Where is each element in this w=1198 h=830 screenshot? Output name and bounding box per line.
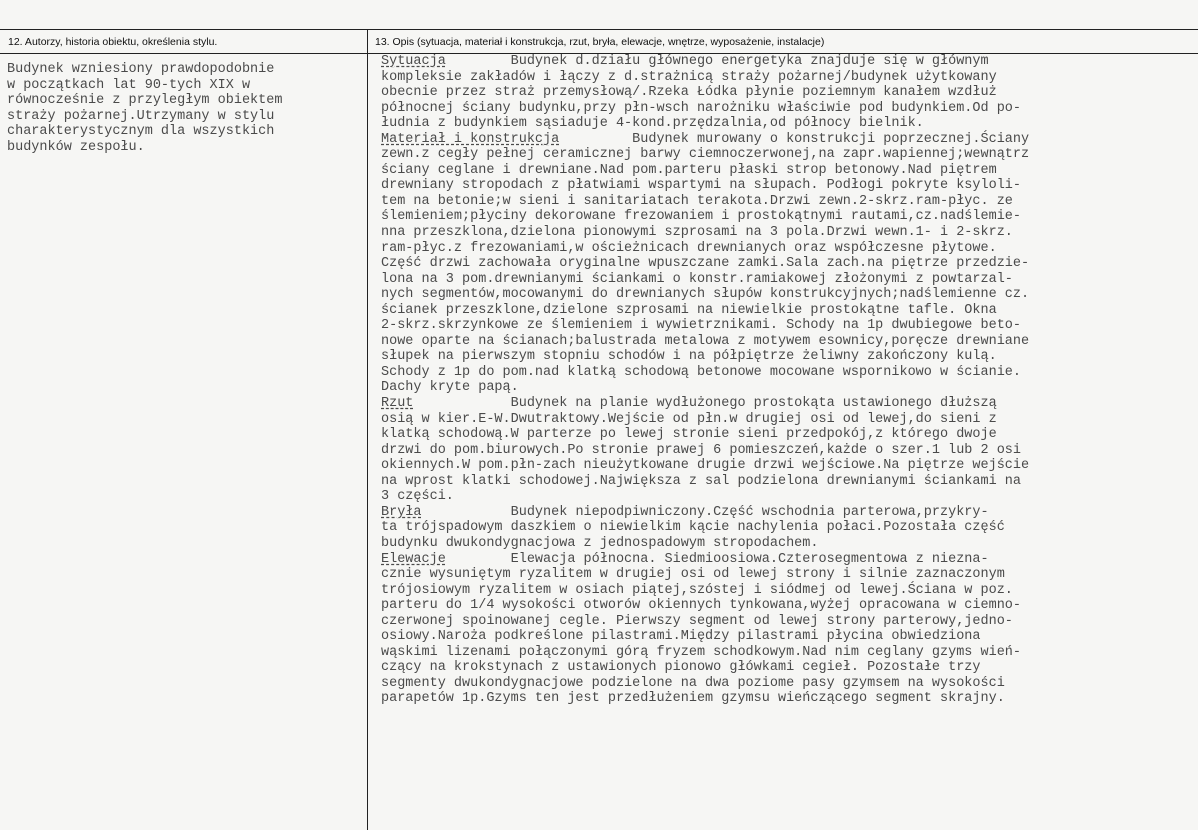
description-line xyxy=(381,318,1196,334)
description-text: 2-skrz.skrzynkowe ze ślemieniem i wywietrznikami. Schody na 1p dwubiegowe beto- xyxy=(381,318,1022,334)
description-line xyxy=(381,412,1196,428)
description-line xyxy=(381,163,1196,179)
description-line xyxy=(381,209,1196,225)
section-heading: Sytuacja xyxy=(381,54,446,69)
description-text: drewniany stropodach z płatwiami wspartymi na słupach. Podłogi pokryte ksyloli- xyxy=(381,178,1022,194)
description-text: zewn.z cegły pełnej ceramicznej barwy ciemnoczerwonej,na zapr.wapiennej;wewnątrz xyxy=(381,147,1030,163)
description-line xyxy=(381,598,1196,614)
description-line xyxy=(381,225,1196,241)
top-rule xyxy=(0,29,1198,30)
description-text: ram-płyc.z frezowaniami,w ościeżnicach drewnianych oraz współczesne płytowe. xyxy=(381,240,997,256)
description-line xyxy=(381,272,1196,288)
section-12-label: 12. Autorzy, historia obiektu, określenia stylu. xyxy=(8,36,218,48)
description-text: ścianek przeszklone,dzielone szprosami na niewielkie prostokątne tafle. Okna xyxy=(381,302,997,318)
description-line xyxy=(381,70,1196,86)
description-text: tem na betonie;w sieni i sanitariatach terakota.Drzwi zewn.2-skrz.ram-płyc. ze xyxy=(381,193,1013,209)
description-text: na wprost klatki schodowej.Największa z sal podzielona drewnianymi ściankami na xyxy=(381,473,1022,489)
description-line xyxy=(381,443,1196,459)
description-text: Część drzwi zachowała oryginalne wpuszczane zamki.Sala zach.na piętrze przedzie- xyxy=(381,256,1030,272)
description-line xyxy=(381,396,1196,412)
description-text: czący na krokstynach z ustawionych pionowo główkami cegieł. Pozostałe trzy xyxy=(381,660,981,676)
description-text: Dachy kryte papą. xyxy=(381,380,519,396)
description-text: okiennych.W pom.płn-zach nieużytkowane drugie drzwi wejściowe.Na piętrze wejście xyxy=(381,458,1030,474)
description-line xyxy=(381,287,1196,303)
history-line: straży pożarnej.Utrzymany w stylu xyxy=(7,108,275,124)
description-line xyxy=(381,552,1196,568)
description-text: czerwonej spoinowanej cegle. Pierwszy segment od lewej strony parterowy,jedno- xyxy=(381,613,1013,629)
description-line xyxy=(381,676,1196,692)
description-line xyxy=(381,380,1196,396)
description-text: ślemieniem;płyciny dekorowane frezowaniem i prostokątnymi rautami,cz.nadślemie- xyxy=(381,209,1022,225)
description-text: Budynek d.działu głównego energetyka znajduje się w głównym xyxy=(445,54,989,69)
description-line xyxy=(381,116,1196,132)
history-line: budynków zespołu. xyxy=(7,139,145,155)
description-text: osią w kier.E-W.Dwutraktowy.Wejście od płn.w drugiej osi od lewej,do sieni z xyxy=(381,411,997,427)
description-line xyxy=(381,85,1196,101)
description-text: nowe oparte na ścianach;balustrada metalowa z motywem esownicy,poręcze drewniane xyxy=(381,333,1030,349)
description-line xyxy=(381,489,1196,505)
description-line xyxy=(381,660,1196,676)
description-text: parapetów 1p.Gzyms ten jest przedłużeniem gzymsu wieńczącego segment skrajny. xyxy=(381,691,1005,707)
description-line xyxy=(381,474,1196,490)
description-text: cznie wysuniętym ryzalitem w drugiej osi od lewej strony i silnie zaznaczonym xyxy=(381,567,1005,583)
description-line xyxy=(381,567,1196,583)
history-line: równocześnie z przyległym obiektem xyxy=(7,93,283,109)
description-text: łudnia z budynkiem sąsiaduje 4-kond.przędzalnia,od północy bielnik. xyxy=(381,116,924,132)
description-line xyxy=(381,645,1196,661)
description-text: drzwi do pom.biurowych.Po stronie prawej 6 pomieszczeń,każde o szer.1 lub 2 osi xyxy=(381,442,1022,458)
description-line xyxy=(381,505,1196,521)
description-text: obecnie przez straż przemysłową/.Rzeka Łódka płynie poziemnym kanałem wzdłuż xyxy=(381,85,997,101)
description-line xyxy=(381,147,1196,163)
description-text: Budynek murowany o konstrukcji poprzecznej.Ściany xyxy=(559,131,1030,147)
section-12-typed-text xyxy=(7,62,282,156)
description-line xyxy=(381,458,1196,474)
description-line xyxy=(381,178,1196,194)
description-text: trójosiowym ryzalitem w osiach piątej,szóstej i siódmej od lewej.Ściana w poz. xyxy=(381,582,1013,598)
description-line xyxy=(381,520,1196,536)
column-divider xyxy=(367,29,368,830)
description-text: Budynek niepodpiwniczony.Część wschodnia parterowa,przykry- xyxy=(421,504,989,520)
section-heading: Bryła xyxy=(381,504,422,520)
description-line xyxy=(381,101,1196,117)
description-text: osiowy.Naroża podkreślone pilastrami.Między pilastrami płycina obwiedziona xyxy=(381,629,981,645)
description-line xyxy=(381,629,1196,645)
description-text: północnej ściany budynku,przy płn-wsch narożniku właściwie pod budynkiem.Od po- xyxy=(381,100,1022,116)
history-line: w początkach lat 90-tych XIX w xyxy=(7,77,251,93)
description-text: kompleksie zakładów i łączy z d.strażnicą straży pożarnej/budynek użytkowany xyxy=(381,69,997,85)
description-line xyxy=(381,349,1196,365)
section-heading: Rzut xyxy=(381,396,414,412)
description-line xyxy=(381,256,1196,272)
history-line: Budynek wzniesiony prawdopodobnie xyxy=(7,62,275,77)
description-line xyxy=(381,303,1196,319)
description-text: Elewacja północna. Siedmioosiowa.Czterosegmentowa z niezna- xyxy=(445,551,989,567)
description-text: Budynek na planie wydłużonego prostokąta ustawionego dłuższą xyxy=(413,396,997,412)
section-13-label: 13. Opis (sytuacja, materiał i konstrukcja, rzut, bryła, elewacje, wnętrze, wyposażenie, instalacje) xyxy=(375,36,825,48)
description-text: budynku dwukondygnacjowa z jednospadowym stropodachem. xyxy=(381,535,819,551)
history-line: charakterystycznym dla wszystkich xyxy=(7,124,275,140)
description-line xyxy=(381,583,1196,599)
description-text: nna przeszklona,dzielona pionowymi szprosami na 3 pola.Drzwi wewn.1- i 2-skrz. xyxy=(381,225,1013,241)
description-line xyxy=(381,334,1196,350)
description-line xyxy=(381,691,1196,707)
description-text: słupek na pierwszym stopniu schodów i na półpiętrze żeliwny zakończony kulą. xyxy=(381,349,997,365)
description-line xyxy=(381,614,1196,630)
description-text: segmenty dwukondygnacjowe podzielone na dwa poziome pasy gzymsem na wysokości xyxy=(381,675,1005,691)
description-text: nych segmentów,mocowanymi do drewnianych słupów konstrukcyjnych;nadślemienne cz. xyxy=(381,287,1030,303)
section-heading: Elewacje xyxy=(381,551,446,567)
description-line xyxy=(381,54,1196,70)
description-text: wąskimi lizenami połączonymi górą fryzem schodkowym.Nad nim ceglany gzyms wień- xyxy=(381,644,1022,660)
description-text: lona na 3 pom.drewnianymi ściankami o konstr.ramiakowej złożonymi z powtarzal- xyxy=(381,271,1013,287)
section-heading: Materiał i konstrukcja xyxy=(381,131,560,147)
section-13-typed-text xyxy=(381,54,1196,707)
description-text: ściany ceglane i drewniane.Nad pom.parteru płaski strop betonowy.Nad piętrem xyxy=(381,162,997,178)
description-line xyxy=(381,427,1196,443)
description-line xyxy=(381,194,1196,210)
description-text: ta trójspadowym daszkiem o niewielkim kącie nachylenia połaci.Pozostała część xyxy=(381,520,1005,536)
description-line xyxy=(381,132,1196,148)
description-line xyxy=(381,365,1196,381)
description-text: 3 części. xyxy=(381,489,454,505)
description-text: Schody z 1p do pom.nad klatką schodową betonowe mocowane wspornikowo w ścianie. xyxy=(381,364,1022,380)
description-text: parteru do 1/4 wysokości otworów okiennych tynkowana,wyżej opracowana w ciemno- xyxy=(381,598,1022,614)
description-line xyxy=(381,536,1196,552)
description-line xyxy=(381,241,1196,257)
description-text: klatką schodową.W parterze po lewej stronie sieni przedpokój,z którego dwoje xyxy=(381,427,997,443)
